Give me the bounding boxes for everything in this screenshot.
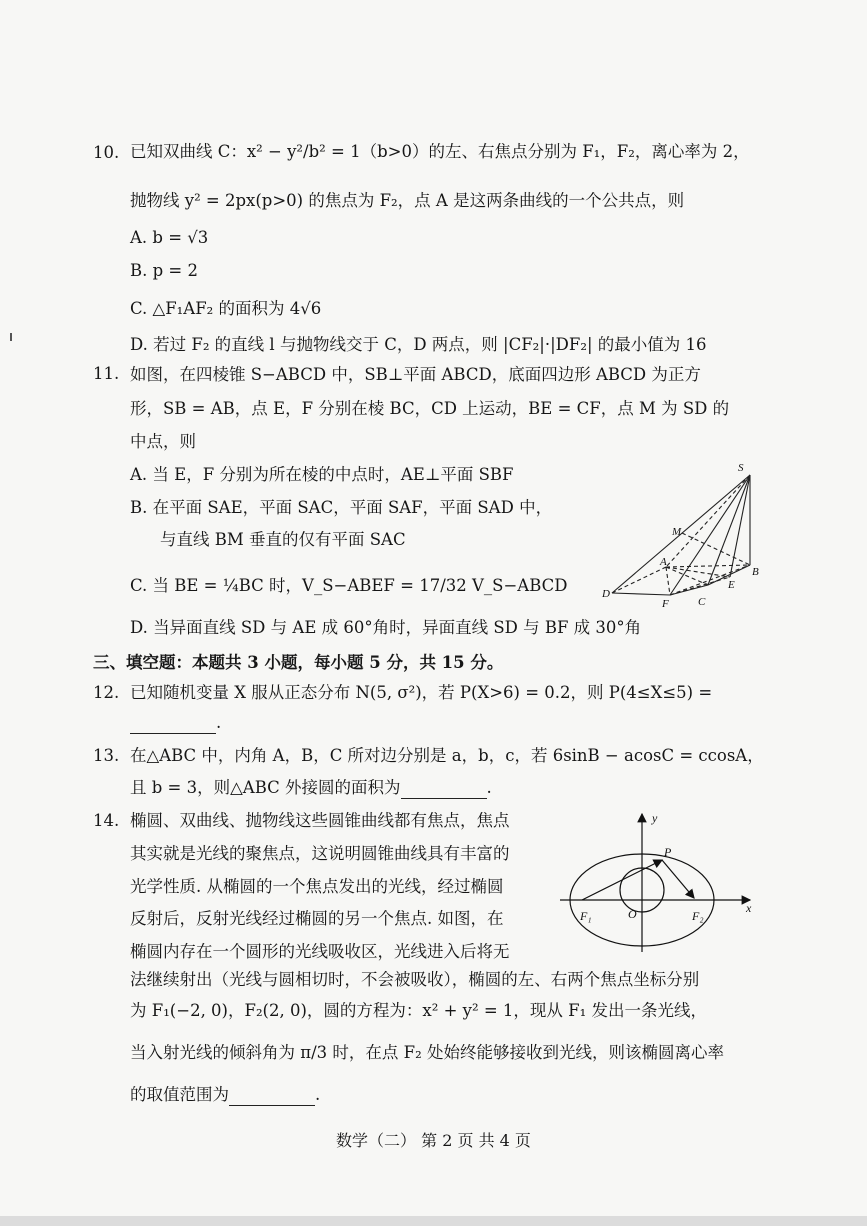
label-b: B [752, 566, 759, 578]
q11-number: 11. [93, 364, 120, 383]
q10-option-d: D. 若过 F₂ 的直线 l 与抛物线交于 C，D 两点，则 |CF₂|·|DF₂| 的最小值为 16 [130, 335, 707, 354]
label-o: O [628, 907, 637, 921]
q14-line3: 光学性质. 从椭圆的一个焦点发出的光线，经过椭圆 [130, 877, 504, 896]
q14-line8: 当入射光线的倾斜角为 π/3 时，在点 F₂ 处始终能够接收到光线，则该椭圆离心率 [130, 1043, 724, 1062]
label-p: P [664, 845, 672, 859]
q13-blank [401, 782, 487, 799]
section-3-heading: 三、填空题：本题共 3 小题，每小题 5 分，共 15 分。 [93, 653, 504, 672]
q12-answer-line [130, 712, 221, 734]
q14-line9-text: 的取值范围为 [130, 1085, 229, 1104]
q13-line2 [130, 777, 492, 799]
q14-line9 [130, 1084, 320, 1106]
q14-line5: 椭圆内存在一个圆形的光线吸收区，光线进入后将无 [130, 942, 510, 961]
q12-number: 12. [93, 683, 120, 702]
q11-option-b-cont: 与直线 BM 垂直的仅有平面 SAC [160, 530, 406, 549]
label-y: y [652, 811, 658, 825]
label-f2: F₂ [692, 909, 704, 923]
q13-line1: 在△ABC 中，内角 A，B，C 所对边分别是 a，b，c，若 6sinB − acosC = ccosA， [130, 746, 764, 765]
q11-line3: 中点，则 [130, 432, 196, 451]
q11-option-b: B. 在平面 SAE，平面 SAC，平面 SAF，平面 SAD 中， [130, 498, 553, 517]
label-s: S [738, 462, 744, 474]
q13-number: 13. [93, 746, 120, 765]
q14-period: . [315, 1085, 321, 1104]
label-a: A [660, 556, 667, 568]
q11-option-d: D. 当异面直线 SD 与 AE 成 60°角时，异面直线 SD 与 BF 成 30°角 [130, 618, 642, 637]
q11-option-c: C. 当 BE = ¼BC 时，V_S−ABEF = 17/32 V_S−ABCD [130, 576, 568, 595]
q14-line6: 法继续射出（光线与圆相切时，不会被吸收），椭圆的左、右两个焦点坐标分别 [130, 970, 700, 989]
q14-line7: 为 F₁(−2, 0)，F₂(2, 0)，圆的方程为：x² + y² = 1，现从 F₁ 发出一条光线， [130, 1001, 707, 1020]
q11-option-a: A. 当 E，F 分别为所在棱的中点时，AE⊥平面 SBF [130, 465, 514, 484]
q10-option-c: C. △F₁AF₂ 的面积为 4√6 [130, 299, 322, 318]
ellipse-figure [560, 808, 760, 953]
q11-line1: 如图，在四棱锥 S−ABCD 中，SB⊥平面 ABCD，底面四边形 ABCD 为正方 [130, 365, 701, 384]
label-f: F [662, 598, 669, 610]
page-footer: 数学（二） 第 2 页 共 4 页 [336, 1131, 531, 1150]
label-c: C [698, 596, 706, 608]
q14-line4: 反射后，反射光线经过椭圆的另一个焦点. 如图，在 [130, 909, 504, 928]
label-m: M [672, 526, 682, 538]
q14-number: 14. [93, 811, 120, 830]
q10-number: 10. [93, 143, 120, 162]
q11-line2: 形，SB = AB，点 E，F 分别在棱 BC，CD 上运动，BE = CF，点 M 为 SD 的 [130, 399, 730, 418]
q10-option-b: B. p = 2 [130, 261, 198, 280]
q12-period: . [216, 713, 222, 732]
label-f1: F₁ [580, 909, 592, 923]
label-x: x [746, 901, 752, 915]
q13-line2-text: 且 b = 3，则△ABC 外接圆的面积为 [130, 778, 401, 797]
q12-line1: 已知随机变量 X 服从正态分布 N(5, σ²)，若 P(X>6) = 0.2，则 P(4≤X≤5) = [130, 683, 713, 702]
q10-option-a: A. b = √3 [130, 228, 209, 247]
label-d: D [602, 588, 610, 600]
pyramid-figure [600, 455, 770, 615]
q14-blank [229, 1089, 315, 1106]
scan-edge [0, 1216, 867, 1226]
label-e: E [728, 579, 735, 591]
q10-line2: 抛物线 y² = 2px(p>0) 的焦点为 F₂，点 A 是这两条曲线的一个公共点，则 [130, 191, 685, 210]
q13-period: . [486, 778, 492, 797]
q14-line1: 椭圆、双曲线、抛物线这些圆锥曲线都有焦点，焦点 [130, 811, 510, 830]
q10-line1: 已知双曲线 C：x² − y²/b² = 1（b>0）的左、右焦点分别为 F₁，F₂，离心率为 2， [130, 142, 750, 161]
q12-blank [130, 717, 216, 734]
margin-mark [10, 333, 12, 341]
q14-line2: 其实就是光线的聚焦点，这说明圆锥曲线具有丰富的 [130, 844, 510, 863]
